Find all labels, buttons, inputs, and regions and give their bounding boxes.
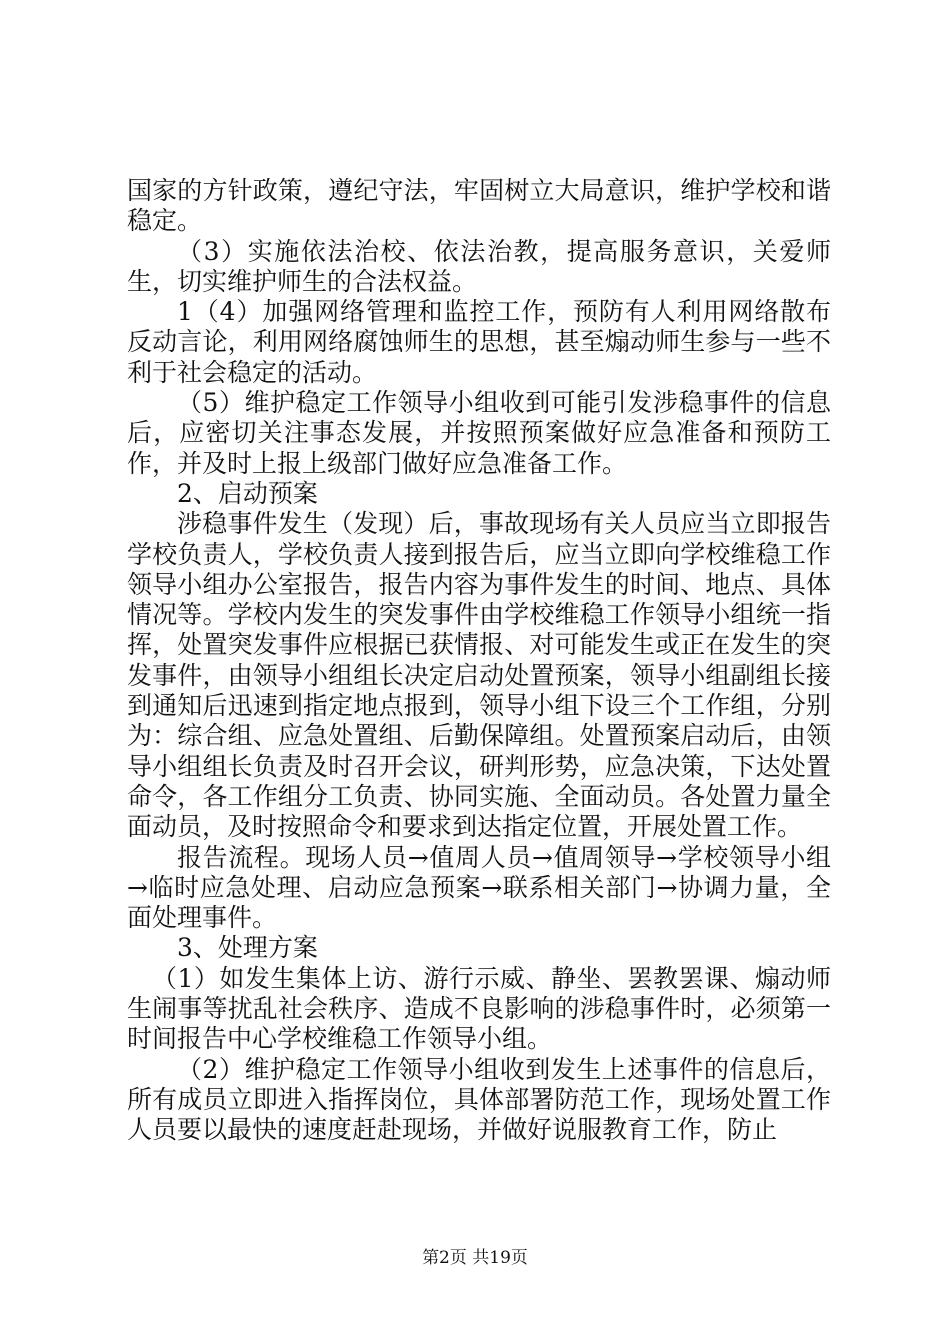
paragraph: 涉稳事件发生（发现）后，事故现场有关人员应当立即报告学校负责人，学校负责人接到报告后，应当立即向学校维稳工作领导小组办公室报告，报告内容为事件发生的时间、地点、具体情况等。学校内发生的突发事件由学校维稳工作领导小组统一指挥，处置突发事件应根据已获情报、对可能发生或正在发生的突发事件，由领导小组组长决定启动处置预案，领导小组副组长接到通知后迅速到指定地点报到，领导小组下设三个工作组，分别为：综合组、应急处置组、后勤保障组。处置预案启动后，由领导小组组长负责及时召开会议，研判形势，应急决策，下达处置命令，各工作组分工负责、协同实施、全面动员。各处置力量全面动员，及时按照命令和要求到达指定位置，开展处置工作。 — [127, 509, 831, 842]
paragraph: （1）如发生集体上访、游行示威、静坐、罢教罢课、煽动师生闹事等扰乱社会秩序、造成不良影响的涉稳事件时，必须第一时间报告中心学校维稳工作领导小组。 — [127, 963, 831, 1054]
paragraph: （2）维护稳定工作领导小组收到发生上述事件的信息后，所有成员立即进入指挥岗位，具体部署防范工作，现场处置工作人员要以最快的速度赶赴现场，并做好说服教育工作，防止 — [127, 1054, 831, 1145]
section-heading: 3、处理方案 — [177, 933, 318, 963]
document-body — [127, 176, 831, 1146]
page-number-footer: 第2页 共19页 — [422, 1248, 528, 1268]
paragraph: （3）实施依法治校、依法治教，提高服务意识，关爱师生，切实维护师生的合法权益。 — [127, 236, 831, 296]
paragraph: 1（4）加强网络管理和监控工作，预防有人利用网络散布反动言论，利用网络腐蚀师生的思想，甚至煽动师生参与一些不利于社会稳定的活动。 — [127, 297, 831, 387]
paragraph: 报告流程。现场人员→值周人员→值周领导→学校领导小组→临时应急处理、启动应急预案→联系相关部门→协调力量，全面处理事件。 — [127, 842, 831, 933]
section-heading: 2、启动预案 — [177, 478, 318, 508]
paragraph: 国家的方针政策，遵纪守法，牢固树立大局意识，维护学校和谐稳定。 — [127, 176, 831, 236]
paragraph: （5）维护稳定工作领导小组收到可能引发涉稳事件的信息后，应密切关注事态发展，并按照预案做好应急准备和预防工作，并及时上报上级部门做好应急准备工作。 — [127, 388, 831, 478]
